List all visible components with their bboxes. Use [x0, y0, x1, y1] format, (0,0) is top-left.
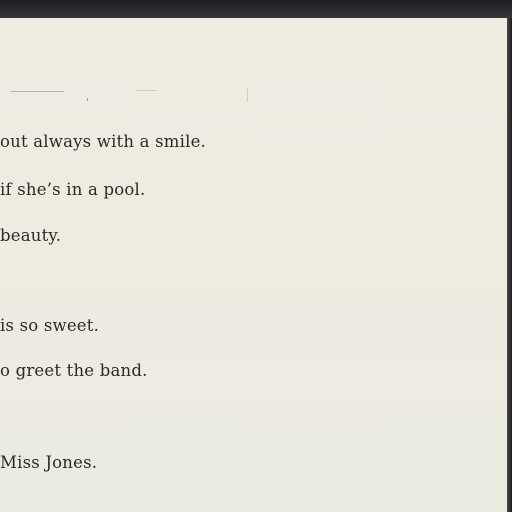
ink-smudge — [135, 90, 157, 91]
scan-right-border — [507, 18, 512, 512]
text-line-6: Miss Jones. — [0, 453, 98, 472]
book-page — [0, 18, 507, 512]
ink-speck — [247, 88, 248, 102]
text-line-5: o greet the band. — [0, 361, 148, 380]
scan-top-border — [0, 0, 512, 18]
ink-speck — [87, 98, 88, 101]
text-line-4: is so sweet. — [0, 316, 100, 335]
text-line-1: out always with a smile. — [0, 132, 207, 151]
text-line-2: if she’s in a pool. — [0, 180, 146, 199]
text-line-3: beauty. — [0, 226, 62, 245]
ink-smudge — [10, 91, 64, 92]
